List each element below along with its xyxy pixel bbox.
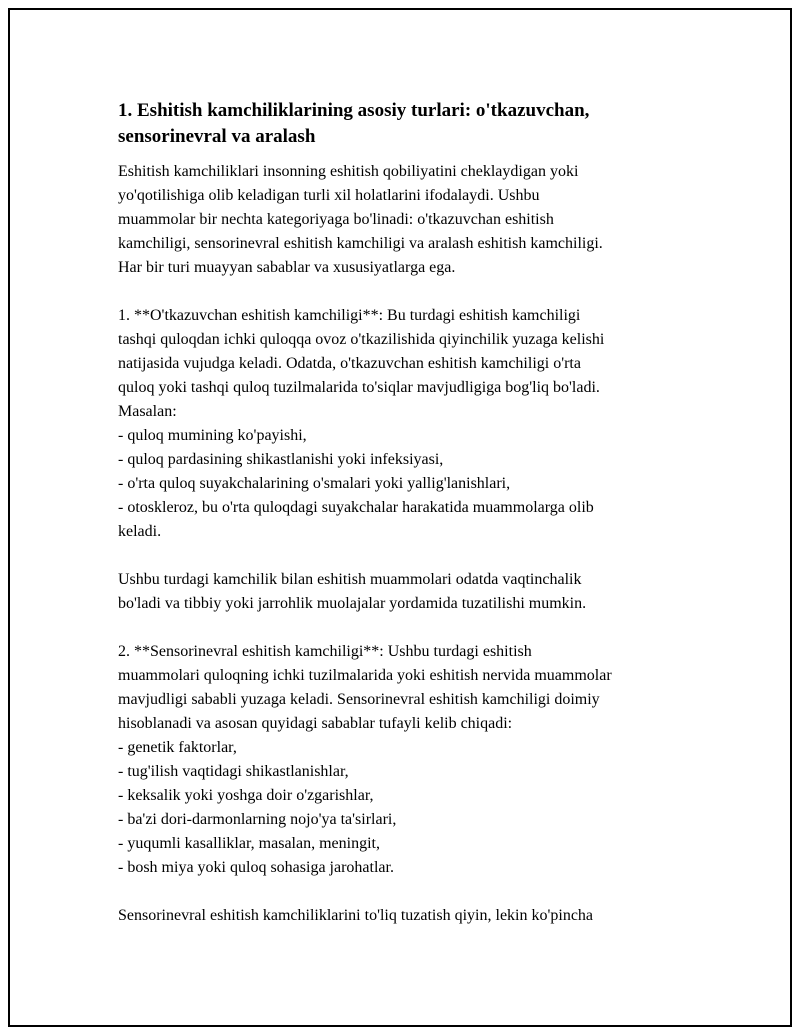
intro-paragraph: Eshitish kamchiliklari insonning eshitish qobiliyatini cheklaydigan yoki yo'qotilishiga olib keladigan turli xil holatlarini ifodalaydi. Ushbu muammolar bir nechta kategoriyaga bo'linadi: o'tkazuvchan eshitish kamchiligi, sensorinevral eshitish kamchiligi va aralash eshitish kamchiligi. Har bir turi muayyan sabablar va xususiyatlarga ega. [118, 163, 603, 276]
sensorineural-hearing-loss-paragraph: 2. **Sensorinevral eshitish kamchiligi**: Ushbu turdagi eshitish muammolari quloqning ichki tuzilmalarida yoki eshitish nervida muammolar mavjudligi sababli yuzaga keladi. Sensorinevral eshitish kamchiligi doimiy hisoblanadi va asosan quyidagi sabablar tufayli kelib chiqadi: - genetik faktorlar, - tug'ilish vaqtidagi shikastlanishlar, - keksalik yoki yoshga doir o'zgarishlar, - ba'zi dori-darmonlarning nojo'ya ta'sirlari, - yuqumli kasalliklar, masalan, meningit, - bosh miya yoki quloq sohasiga jarohatlar. [118, 643, 612, 876]
conductive-hearing-loss-paragraph: 1. **O'tkazuvchan eshitish kamchiligi**: Bu turdagi eshitish kamchiligi tashqi quloqdan ichki quloqqa ovoz o'tkazilishida qiyinchilik yuzaga kelishi natijasida vujudga keladi. Odatda, o'tkazuvchan eshitish kamchiligi o'rta quloq yoki tashqi quloq tuzilmalarida to'siqlar mavjudligiga bog'liq bo'ladi. Masalan: - quloq mumining ko'payishi, - quloq pardasining shikastlanishi yoki infeksiyasi, - o'rta quloq suyakchalarining o'smalari yoki yallig'lanishlari, - otoskleroz, bu o'rta quloqdagi suyakchalar harakatida muammolarga olib keladi. [118, 307, 605, 540]
page-frame [8, 8, 792, 1027]
section-heading: 1. Eshitish kamchiliklarining asosiy turlari: o'tkazuvchan, sensorinevral va aralash [118, 100, 590, 147]
sensorineural-summary-paragraph: Sensorinevral eshitish kamchiliklarini to'liq tuzatish qiyin, lekin ko'pincha [118, 907, 594, 924]
document-content [118, 98, 698, 928]
conductive-summary-paragraph: Ushbu turdagi kamchilik bilan eshitish muammolari odatda vaqtinchalik bo'ladi va tibbiy yoki jarrohlik muolajalar yordamida tuzatilishi mumkin. [118, 571, 587, 612]
